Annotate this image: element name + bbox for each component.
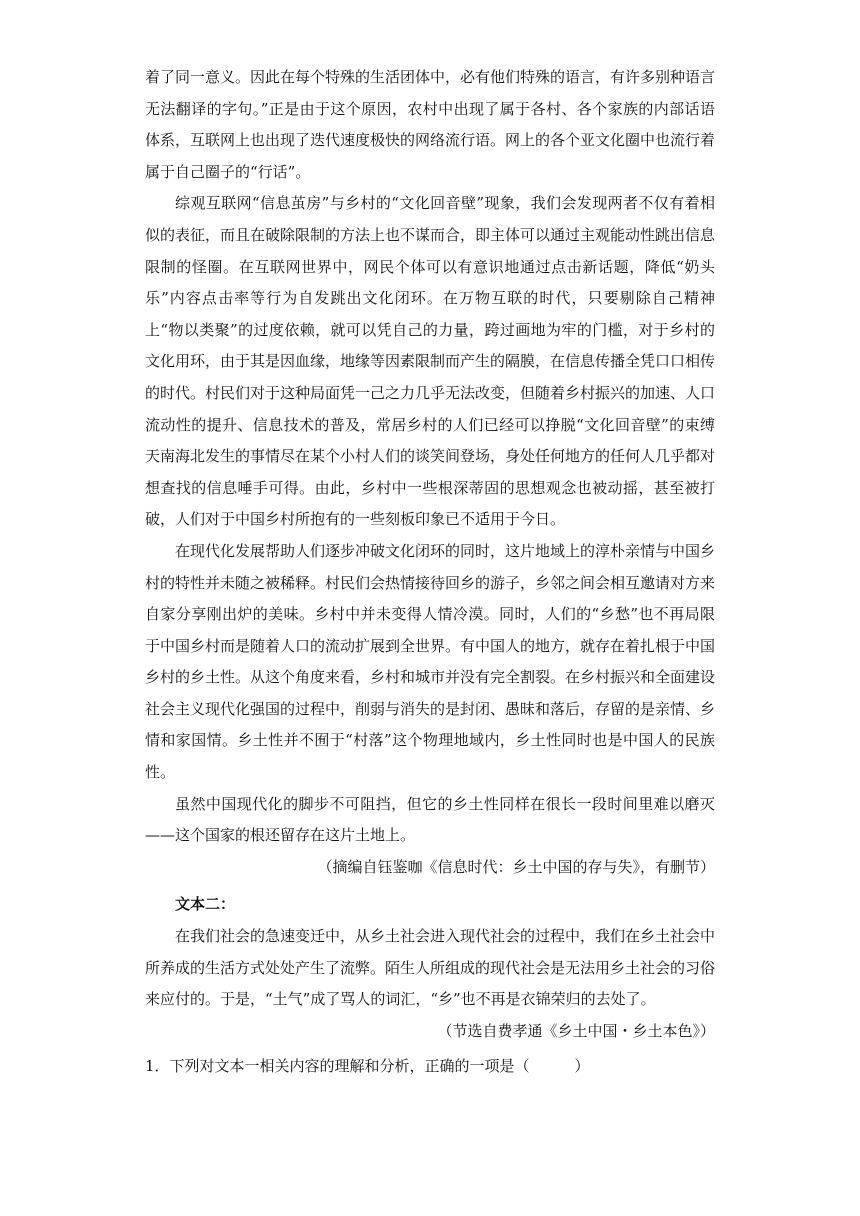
paragraph-4: 虽然中国现代化的脚步不可阻挡，但它的乡土性同样在很长一段时间里难以磨灭——这个国家的根还留存在这片土地上。 [145, 794, 715, 845]
text2-heading: 文本二： [175, 895, 236, 914]
document-body [145, 62, 715, 1083]
text2-paragraph: 在我们社会的急速变迁中，从乡土社会进入现代社会的过程中，我们在乡土社会中所养成的生活方式处处产生了流弊。陌生人所组成的现代社会是无法用乡土社会的习俗来应付的。于是，“土气”成了骂人的词汇，“乡”也不再是衣锦荣归的去处了。 [145, 927, 716, 1009]
source-citation-1: （摘编自钰鉴咖《信息时代：乡土中国的存与失》，有删节） [317, 857, 715, 876]
paragraph-1: 着了同一意义。因此在每个特殊的生活团体中，必有他们特殊的语言，有许多别种语言无法翻译的字句。”正是由于这个原因，农村中出现了属于各村、各个家族的内部话语体系，互联网上也出现了迭代速度极快的网络流行语。网上的各个亚文化圈中也流行着属于自己圈子的“行话”。 [145, 68, 716, 181]
question-1: 1．下列对文本一相关内容的理解和分析，正确的一项是（ ） [145, 1057, 590, 1076]
paragraph-3: 在现代化发展帮助人们逐步冲破文化闭环的同时，这片地域上的淳朴亲情与中国乡村的特性并未随之被稀释。村民们会热情接待回乡的游子，乡邻之间会相互邀请对方来自家分享刚出炉的美味。乡村中并未变得人情冷漠。同时，人们的“乡愁”也不再局限于中国乡村而是随着人口的流动扩展到全世界。有中国人的地方，就存在着扎根于中国乡村的乡土性。从这个角度来看，乡村和城市并没有完全割裂。在乡村振兴和全面建设社会主义现代化强国的过程中，削弱与消失的是封闭、愚昧和落后，存留的是亲情、乡情和家国情。乡土性并不囿于“村落”这个物理地域内，乡土性同时也是中国人的民族性。 [145, 541, 716, 782]
paragraph-2: 综观互联网“信息茧房”与乡村的“文化回音壁”现象，我们会发现两者不仅有着相似的表征，而且在破除限制的方法上也不谋而合，即主体可以通过主观能动性跳出信息限制的怪圈。在互联网世界中，网民个体可以有意识地通过点击新话题，降低“奶头乐”内容点击率等行为自发跳出文化闭环。在万物互联的时代，只要剔除自己精神上“物以类聚”的过度依赖，就可以凭自己的力量，跨过画地为牢的门槛，对于乡村的文化用环，由于其是因血缘，地缘等因素限制而产生的隔膜，在信息传播全凭口口相传的时代。村民们对于这种局面凭一己之力几乎无法改变，但随着乡村振兴的加速、人口流动性的提升、信息技术的普及，常居乡村的人们已经可以挣脱“文化回音壁”的束缚天南海北发生的事情尽在某个小村人们的谈笑间登场，身处任何地方的任何人几乎都对想查找的信息唾手可得。由此，乡村中一些根深蒂固的思想观念也被动摇，甚至被打破，人们对于中国乡村所抱有的一些刻板印象已不适用于今日。 [145, 194, 716, 529]
source-citation-2: （节选自费孝通《乡土中国・乡土本色》） [437, 1021, 715, 1040]
